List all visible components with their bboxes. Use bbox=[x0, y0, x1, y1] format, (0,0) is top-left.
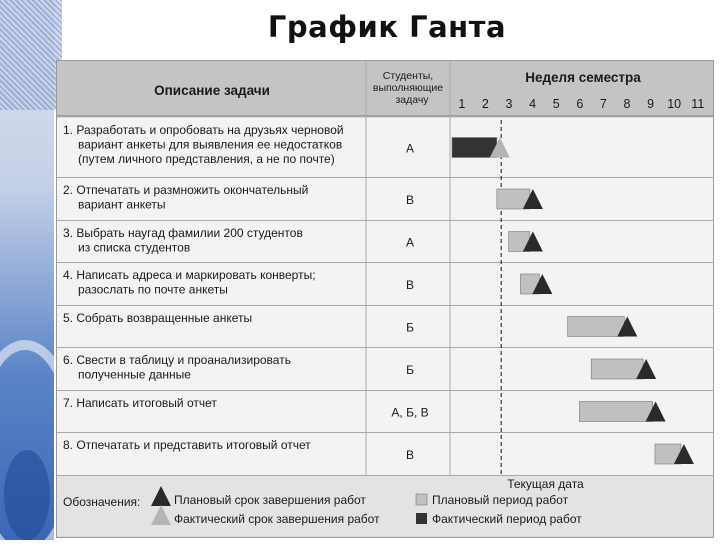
task-students: В bbox=[405, 448, 415, 462]
page-title: График Ганта bbox=[267, 10, 507, 44]
week-tick-label: 11 bbox=[691, 97, 705, 111]
weeks-column-header: Неделя семестра bbox=[525, 70, 641, 85]
task-description: 3. Выбрать наугад фамилии 200 студентов bbox=[63, 226, 303, 240]
task-description: вариант анкеты bbox=[78, 197, 166, 212]
task-description: 5. Собрать возвращенные анкеты bbox=[63, 311, 253, 325]
legend-actual-end-label: Фактический срок завершения работ bbox=[174, 512, 380, 526]
legend-actual-period-label: Фактический период работ bbox=[432, 512, 582, 526]
week-tick-label: 10 bbox=[667, 97, 682, 111]
task-description: 6. Свести в таблицу и проанализировать bbox=[63, 353, 291, 367]
task-description: 4. Написать адреса и маркировать конверты; bbox=[63, 268, 316, 282]
legend-actual-period-swatch bbox=[416, 513, 427, 524]
task-students: В bbox=[405, 278, 415, 292]
task-description: полученные данные bbox=[78, 367, 191, 382]
students-column-header: выполняющие bbox=[372, 82, 444, 94]
task-students: Б bbox=[406, 320, 414, 335]
task-students: Б bbox=[406, 363, 414, 377]
current-date-label: Текущая дата bbox=[507, 477, 584, 491]
legend-planned-period-swatch bbox=[416, 494, 427, 505]
week-tick-label: 3 bbox=[505, 97, 513, 111]
task-description: из списка студентов bbox=[78, 240, 191, 255]
task-description: 8. Отпечатать и представить итоговый отчет bbox=[63, 438, 311, 452]
task-students: А bbox=[405, 235, 415, 250]
gantt-bar bbox=[452, 138, 497, 158]
week-tick-label: 7 bbox=[599, 97, 607, 111]
legend-planned-end-label: Плановый срок завершения работ bbox=[174, 493, 366, 507]
task-description: разослать по почте анкеты bbox=[78, 282, 228, 297]
task-description: вариант анкеты для выявления ее недостатков bbox=[78, 137, 343, 152]
gantt-bar bbox=[568, 317, 625, 337]
week-tick-label: 2 bbox=[481, 97, 489, 111]
week-tick-label: 9 bbox=[647, 97, 655, 111]
task-students: А, Б, В bbox=[391, 405, 429, 420]
task-column-header: Описание задачи bbox=[154, 83, 270, 98]
task-description: 7. Написать итоговый отчет bbox=[63, 396, 217, 410]
gantt-bar bbox=[579, 402, 652, 422]
task-description: (путем личного представления, а не по почте) bbox=[78, 152, 335, 166]
legend-planned-period-label: Плановый период работ bbox=[432, 493, 569, 507]
week-tick-label: 8 bbox=[623, 97, 631, 111]
students-column-header: Студенты, bbox=[382, 70, 434, 82]
week-tick-label: 4 bbox=[529, 97, 537, 111]
gantt-bar bbox=[591, 359, 643, 379]
task-students: А bbox=[405, 141, 415, 156]
task-description: 1. Разработать и опробовать на друзьях черновой bbox=[63, 123, 344, 137]
task-description: 2. Отпечатать и размножить окончательный bbox=[63, 183, 309, 197]
week-tick-label: 6 bbox=[576, 97, 584, 111]
legend-title: Обозначения: bbox=[63, 495, 141, 509]
week-tick-label: 1 bbox=[458, 97, 466, 111]
students-column-header: задачу bbox=[395, 94, 429, 106]
task-students: В bbox=[405, 193, 415, 207]
week-tick-label: 5 bbox=[552, 97, 560, 111]
